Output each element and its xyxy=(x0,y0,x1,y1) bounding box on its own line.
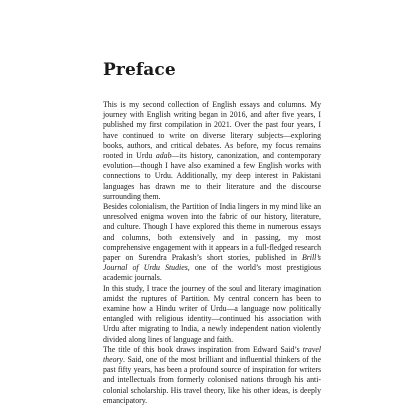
text-run: In this study, I trace the journey of the soul and literary imagination amidst the ruptures of Partition. My central concern has been to examine how a Hindu writer of Urdu—a language now politically entangled with religious identity—continued his association with Urdu after migrating to India, a newly independent nation violently divided along lines of language and faith. xyxy=(103,283,321,344)
paragraph xyxy=(103,284,321,345)
paragraph xyxy=(103,202,321,284)
text-run: This is my second collection of English essays and columns. My journey with English writing began in 2016, and after five years, I published my first compilation in 2021. Over the past four years, I have continued to write on diverse literary subjects—exploring books, authors, and critical debates. As before, my focus remains rooted in Urdu xyxy=(103,100,321,161)
page-title: Preface xyxy=(103,60,176,80)
text-run: Besides colonialism, the Partition of India lingers in my mind like an unresolved enigma woven into the fabric of our history, literature, and culture. Though I have explored this theme in numerous essays and columns, both extensively and in passing, my most comprehensive engagement with it appears in a full-fledged research paper on Surendra Prakash’s short stories, published in xyxy=(103,202,321,263)
italic-text: adab xyxy=(155,151,172,161)
text-run: , one of the world’s most prestigious academic journals. xyxy=(103,263,321,283)
body-text xyxy=(103,100,321,406)
text-run: —its history, canonization, and contemporary evolution—though I have also examined a few English works with connections to Urdu. Additionally, my deep interest in Pakistani languages has drawn me to their literature and the discourse surrounding them. xyxy=(103,151,321,201)
italic-text: travel theory xyxy=(103,344,321,365)
text-run: . Said, one of the most brilliant and influential thinkers of the past fifty years, has been a profound source of inspiration for writers and intellectuals from formerly colonised nations through his anti-colonial scholarship. His travel theory, like his other ideas, is deeply emancipatory. xyxy=(103,355,321,405)
text-run: The title of this book draws inspiration from Edward Said’s xyxy=(103,344,303,354)
paragraph xyxy=(103,345,321,406)
paragraph xyxy=(103,100,321,202)
italic-text: Brill’s Journal of Urdu Studies xyxy=(103,253,321,273)
page xyxy=(103,60,321,406)
